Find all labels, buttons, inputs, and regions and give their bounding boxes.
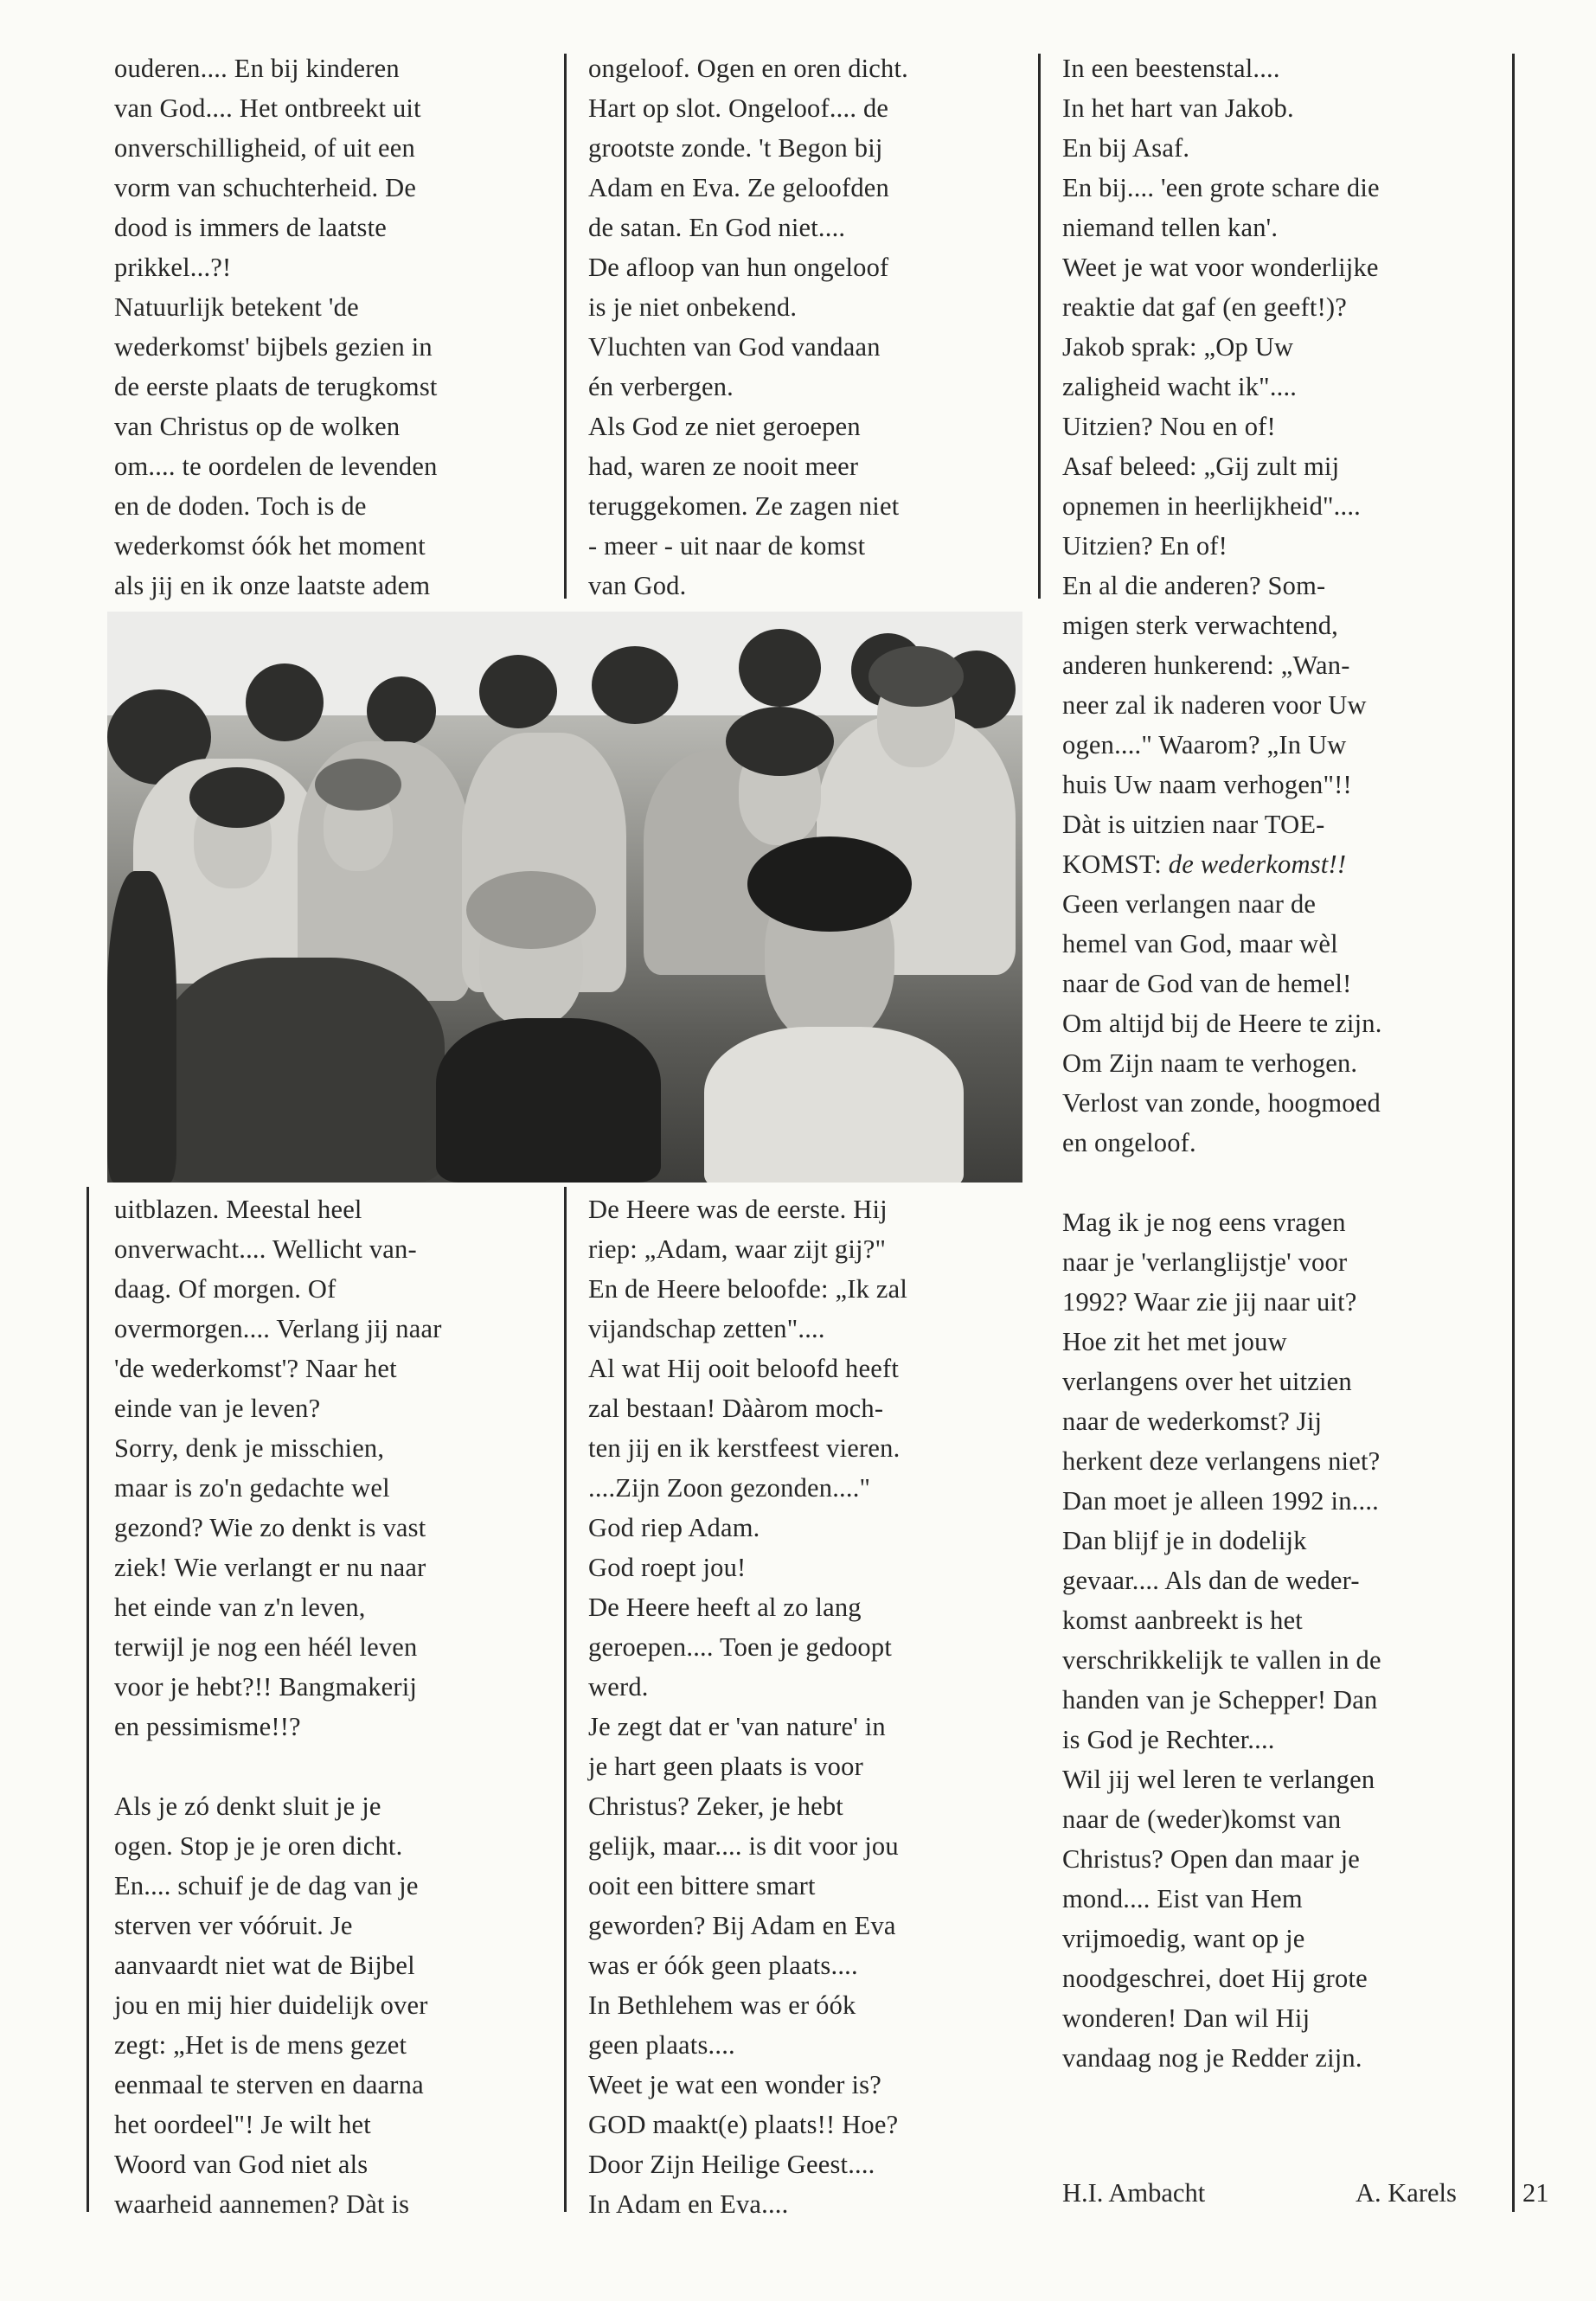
column-3 xyxy=(1062,48,1503,2078)
column-3-emphasis: de wederkomst!! xyxy=(1168,849,1347,879)
column-rule-left xyxy=(564,54,567,599)
column-2-top xyxy=(588,48,1025,606)
column-rule-middle-bottom xyxy=(564,1187,567,2212)
crowd-photo xyxy=(107,612,1022,1183)
column-1-bottom-text-a: uitblazen. Meestal heel onverwacht.... Wellicht van- daag. Of morgen. Of overmorgen.... Verlang jij naar 'de wederkomst'? Naar het einde van je leven? Sorry, denk je misschien, maar is zo'n gedachte wel gezond? Wie zo denkt is vast ziek! Wie verlangt er nu naar het einde van z'n leven, terwijl je nog een héél leven voor je hebt?!! Bangmakerij en pessimisme!!? xyxy=(114,1195,442,1741)
column-rule-right xyxy=(1512,54,1515,2212)
column-1-top xyxy=(114,48,551,606)
column-2-top-text: ongeloof. Ogen en oren dicht. Hart op slot. Ongeloof.... de grootste zonde. 't Begon bij Adam en Eva. Ze geloofden de satan. En God niet.... De afloop van hun ongeloof is je niet onbekend. Vluchten van God vandaan én verbergen. Als God ze niet geroepen had, waren ze nooit meer teruggekomen. Ze zagen niet - meer - uit naar de komst van God. xyxy=(588,54,908,600)
footer-place: H.I. Ambacht xyxy=(1062,2178,1206,2208)
column-3-text-b: Geen verlangen naar de hemel van God, maar wèl naar de God van de hemel! Om altijd bij de Heere te zijn. Om Zijn naam te verhogen. Verlost van zonde, hoogmoed en ongeloof. xyxy=(1062,889,1382,1157)
column-1-bottom xyxy=(114,1189,551,2224)
footer-author: A. Karels xyxy=(1356,2178,1457,2208)
column-3-text-c: Mag ik je nog eens vragen naar je 'verlanglijstje' voor 1992? Waar zie jij naar uit? Hoe zit het met jouw verlangens over het uitzien naar de wederkomst? Jij herkent deze verlangens niet? Dan moet je alleen 1992 in.... Dan blijf je in dodelijk gevaar.... Als dan de weder- komst aanbreekt is het verschrikkelijk te vallen in de handen van je Schepper! Dan is God je Rechter.... Wil jij wel leren te verlangen naar de (weder)komst van Christus? Open dan maar je mond.... Eist van Hem vrijmoedig, want op je noodgeschrei, doet Hij grote wonderen! Dan wil Hij vandaag nog je Redder zijn. xyxy=(1062,1208,1381,2073)
column-rule-middle xyxy=(1038,54,1041,599)
column-3-text-a xyxy=(1062,48,1503,884)
page-number: 21 xyxy=(1522,2178,1549,2208)
column-2-bottom xyxy=(588,1189,1025,2224)
column-3-text-a-body: In een beestenstal.... In het hart van Jakob. En bij Asaf. En bij.... 'een grote schare die niemand tellen kan'. Weet je wat voor wonderlijke reaktie dat gaf (en geeft!)? Jakob sprak: „Op Uw zaligheid wacht ik".... Uitzien? Nou en of! Asaf beleed: „Gij zult mij opnemen in heerlijkheid".... Uitzien? En of! En al die anderen? Som- migen sterk verwachtend, anderen hunkerend: „Wan- neer zal ik naderen voor Uw ogen...." Waarom? „In Uw huis Uw naam verhogen"!! Dàt is uitzien naar TOE- KOMST: xyxy=(1062,54,1380,879)
column-1-top-text: ouderen.... En bij kinderen van God.... Het ontbreekt uit onverschilligheid, of uit een vorm van schuchterheid. De dood is immers de laatste prikkel...?! Natuurlijk betekent 'de wederkomst' bijbels gezien in de eerste plaats de terugkomst van Christus op de wolken om.... te oordelen de levenden en de doden. Toch is de wederkomst óók het moment als jij en ik onze laatste adem xyxy=(114,54,438,600)
column-1-bottom-text-b: Als je zó denkt sluit je je ogen. Stop je je oren dicht. En.... schuif je de dag van je sterven ver vóóruit. Je aanvaardt niet wat de Bijbel jou en mij hier duidelijk over zegt: „Het is de mens gezet eenmaal te sterven en daarna het oordeel"! Je wilt het Woord van God niet als waarheid aannemen? Dàt is xyxy=(114,1791,428,2219)
column-rule-left-bottom xyxy=(87,1187,89,2212)
column-2-bottom-text: De Heere was de eerste. Hij riep: „Adam, waar zijt gij?" En de Heere beloofde: „Ik zal vijandschap zetten".... Al wat Hij ooit beloofd heeft zal bestaan! Dààrom moch- ten jij en ik kerstfeest vieren. ....Zijn Zoon gezonden...." God riep Adam. God roept jou! De Heere heeft al zo lang geroepen.... Toen je gedoopt werd. Je zegt dat er 'van nature' in je hart geen plaats is voor Christus? Zeker, je hebt gelijk, maar.... is dit voor jou ooit een bittere smart geworden? Bij Adam en Eva was er óók geen plaats.... In Bethlehem was er óók geen plaats.... Weet je wat een wonder is? GOD maakt(e) plaats!! Hoe? Door Zijn Heilige Geest.... In Adam en Eva.... xyxy=(588,1195,908,2219)
